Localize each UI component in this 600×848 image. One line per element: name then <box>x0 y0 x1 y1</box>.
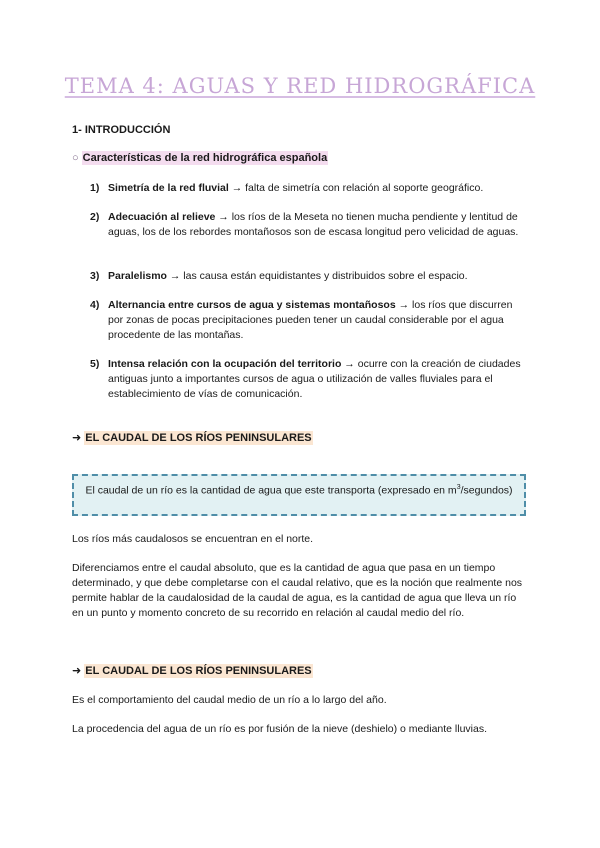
item-number: 4) <box>90 299 100 311</box>
subsection-heading <box>72 152 328 164</box>
item-text: → los ríos que discurren por zonas de pocas precipitaciones pueden tener un caudal considerable por el agua procedente de las montañas. <box>108 299 513 341</box>
section-label: EL CAUDAL DE LOS RÍOS PENINSULARES <box>85 665 312 677</box>
page-title: TEMA 4: AGUAS Y RED HIDROGRÁFICA <box>64 74 536 98</box>
paragraph: Los ríos más caudalosos se encuentran en el norte. <box>72 533 314 545</box>
item-term: Adecuación al relieve <box>108 211 216 223</box>
paragraph: La procedencia del agua de un río es por fusión de la nieve (deshielo) o mediante lluvias. <box>72 723 488 735</box>
section-heading <box>72 431 313 444</box>
subsection-label: Características de la red hidrográfica española <box>82 152 328 164</box>
item-term: Paralelismo <box>108 270 167 282</box>
paragraph: Diferenciamos entre el caudal absoluto, que es la cantidad de agua que pasa en un tiempo determinado, y que debe completarse con el caudal relativo, que es la noción que realmente nos permite hablar de la caudalosidad de la caudal de agua, es la cantidad de agua que lleva un río en un punto y momento concreto de su recorrido en relación al caudal medio del río. <box>72 562 523 619</box>
paragraph: Es el comportamiento del caudal medio de un río a lo largo del año. <box>72 694 387 706</box>
item-number: 1) <box>90 182 100 194</box>
item-text: → las causa están equidistantes y distribuidos sobre el espacio. <box>166 270 468 282</box>
item-text: → falta de simetría con relación al soporte geográfico. <box>228 182 484 194</box>
intro-heading: 1- INTRODUCCIÓN <box>72 124 171 136</box>
item-term: Simetría de la red fluvial <box>108 182 229 194</box>
definition-superscript: 3 <box>456 484 461 491</box>
item-term: Intensa relación con la ocupación del territorio <box>108 358 342 370</box>
section-heading <box>72 664 313 677</box>
list-item <box>90 357 530 402</box>
list-item <box>90 298 530 343</box>
arrow-icon: ➜ <box>72 665 82 677</box>
definition-text-end: /segundos) <box>460 484 513 497</box>
definition-box <box>72 474 526 516</box>
item-number: 5) <box>90 358 100 370</box>
item-number: 2) <box>90 211 100 223</box>
item-text: → ocurre con la creación de ciudades antiguas junto a importantes cursos de agua o utilización de valles fluviales para el establecimiento de vías de comunicación. <box>108 358 521 400</box>
circle-bullet-icon: ○ <box>72 152 79 164</box>
list-item <box>90 269 530 284</box>
list-item <box>90 210 530 240</box>
item-number: 3) <box>90 270 100 282</box>
list-item <box>90 181 530 196</box>
item-text: → los ríos de la Meseta no tienen mucha pendiente y lentitud de aguas, los de los rebordes montañosos son de escasa longitud pero velicidad de aguas. <box>108 211 519 238</box>
section-label: EL CAUDAL DE LOS RÍOS PENINSULARES <box>85 432 312 444</box>
definition-text: El caudal de un río es la cantidad de agua que este transporta (expresado en m <box>85 484 457 497</box>
arrow-icon: ➜ <box>72 432 82 444</box>
item-term: Alternancia entre cursos de agua y sistemas montañosos <box>108 299 396 311</box>
